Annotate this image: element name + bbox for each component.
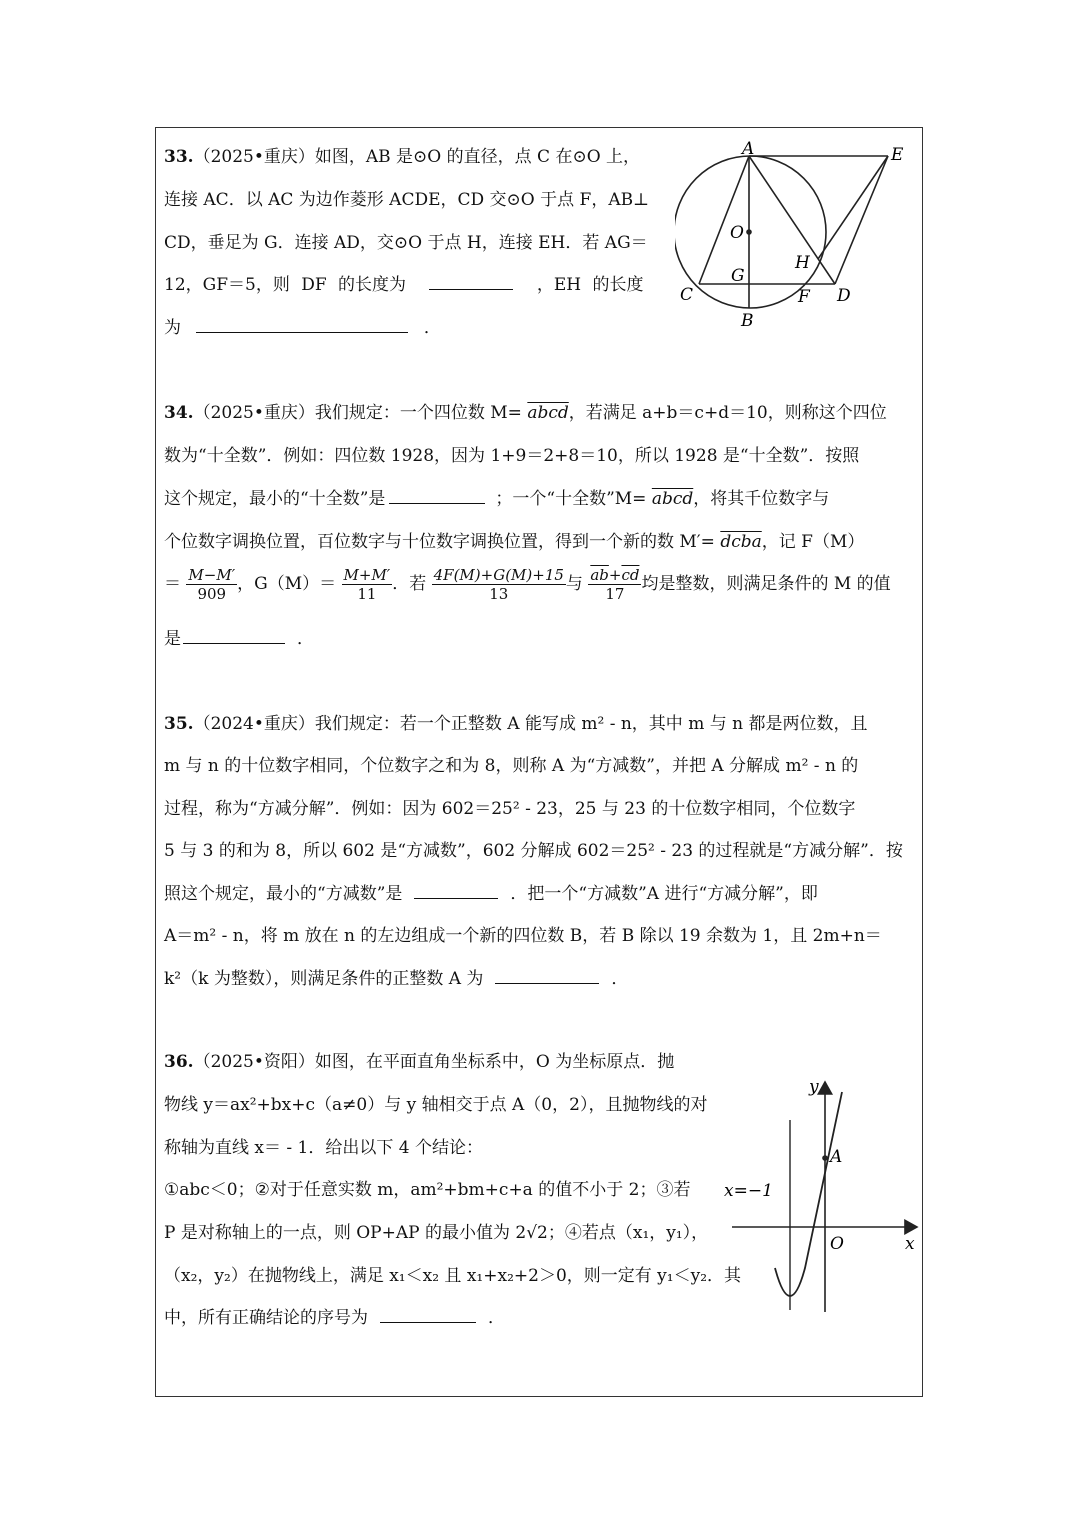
text-line: 中，所有正确结论的序号为 — [164, 1308, 368, 1328]
text-line: 与 — [565, 574, 583, 594]
text-line: ；一个“十全数”M= — [495, 489, 647, 509]
label-E: E — [891, 145, 904, 165]
text-line: 我们规定：一个四位数 M= — [314, 403, 522, 423]
text-line: ，若满足 a+b＝c+d＝10，则称这个四位 — [568, 403, 887, 423]
label-axis-x-minus-1: x=−1 — [724, 1181, 773, 1201]
label-F: F — [798, 287, 810, 307]
text-line: ．把一个“方减数”A 进行“方减分解”，即 — [510, 884, 818, 904]
overline-abcd: abcd — [651, 489, 694, 509]
text-line: ，EH 的长度 — [536, 275, 644, 295]
text-line: 连接 AC．以 AC 为边作菱形 ACDE，CD 交⊙O 于点 F，AB⊥ — [164, 190, 650, 210]
answer-blank-a[interactable] — [495, 965, 599, 984]
text-line: ，将其千位数字与 — [693, 489, 830, 509]
text-line: 是 — [164, 629, 181, 649]
text-line: 称轴为直线 x＝ - 1．给出以下 4 个结论： — [164, 1138, 483, 1158]
text-line: 我们规定：若一个正整数 A 能写成 m² - n，其中 m 与 n 都是两位数，且 — [314, 714, 868, 734]
text-line: ，记 F（M） — [761, 532, 865, 552]
label-A: A — [742, 139, 755, 159]
label-O: O — [730, 223, 744, 243]
text-line: 均是整数，则满足条件的 M 的值 — [641, 574, 891, 594]
problem-source: （2025•重庆） — [193, 147, 315, 167]
text-line: 过程，称为“方减分解”．例如：因为 602＝25² - 23，25 与 23 的十位数字相同，个位数字 — [164, 799, 856, 819]
text-line: ＝ — [164, 574, 181, 594]
label-D: D — [837, 286, 851, 306]
label-A: A — [830, 1147, 843, 1167]
problem-source: （2025•资阳） — [193, 1052, 315, 1072]
overline-abcd: abcd — [527, 403, 569, 423]
answer-blank-min-shiquan[interactable] — [389, 485, 485, 504]
problem-number: 34. — [164, 403, 194, 423]
text-line: m 与 n 的十位数字相同，个位数字之和为 8，则称 A 为“方减数”，并把 A 分解成 m² - n 的 — [164, 756, 859, 776]
text-line: ，G（M）＝ — [237, 574, 337, 594]
answer-blank-conclusions[interactable] — [380, 1304, 476, 1323]
text-line: 5 与 3 的和为 8，所以 602 是“方减数”，602 分解成 602＝25² - 23 的过程就是“方减分解”．按 — [164, 841, 903, 861]
text-line: CD，垂足为 G．连接 AD，交⊙O 于点 H，连接 EH．若 AG＝ — [164, 233, 648, 253]
text-line: 个位数字调换位置，百位数字与十位数字调换位置，得到一个新的数 M′= — [164, 532, 715, 552]
label-y: y — [809, 1077, 819, 1097]
end-mark: ． — [611, 969, 629, 989]
problem-number: 33. — [164, 147, 194, 167]
answer-blank-eh[interactable] — [196, 314, 408, 333]
text-line: A＝m² - n，将 m 放在 n 的左边组成一个新的四位数 B，若 B 除以 19 余数为 1，且 2m+n＝ — [164, 926, 882, 946]
fraction-g: $\frac{M+M'}{11}$ — [343, 566, 391, 603]
text-line: 12，GF＝5，则 DF 的长度为 — [164, 275, 407, 295]
fraction-ab-cd: $\frac{\overline{ab}+\overline{cd}}{17}$ — [590, 566, 640, 603]
overline-dcba: dcba — [720, 532, 762, 552]
text-line: 数为“十全数”．例如：四位数 1928，因为 1+9＝2+8＝10，所以 1928 是“十全数”．按照 — [164, 446, 860, 466]
text-line: 如图，在平面直角坐标系中，O 为坐标原点．抛 — [314, 1052, 675, 1072]
answer-blank-df[interactable] — [429, 271, 513, 290]
label-B: B — [741, 311, 754, 331]
problem-source: （2025•重庆） — [193, 403, 315, 423]
figure-36-parabola — [722, 1072, 922, 1322]
label-H: H — [795, 253, 810, 273]
text-line: （x₂，y₂）在抛物线上，满足 x₁＜x₂ 且 x₁+x₂+2＞0，则一定有 y₁＜y₂．其 — [164, 1266, 742, 1286]
end-mark: ． — [423, 318, 441, 338]
text-line: ．若 — [392, 574, 427, 594]
problem-number: 35. — [164, 714, 194, 734]
problem-number: 36. — [164, 1052, 194, 1072]
label-C: C — [680, 285, 694, 305]
figure-33-circle-rhombus — [675, 138, 915, 333]
label-O: O — [830, 1234, 844, 1254]
answer-blank-min-fangjian[interactable] — [414, 880, 498, 899]
text-line: k²（k 为整数），则满足条件的正整数 A 为 — [164, 969, 484, 989]
label-x: x — [905, 1234, 915, 1254]
fraction-condition: $\frac{4F(M)+G(M)+15}{13}$ — [433, 566, 564, 603]
end-mark: ． — [297, 629, 314, 649]
end-mark: ． — [488, 1308, 505, 1328]
text-line: 这个规定，最小的“十全数”是 — [164, 489, 386, 509]
fraction-f: $\frac{M-M'}{909}$ — [188, 566, 236, 603]
text-line: 照这个规定，最小的“方减数”是 — [164, 884, 403, 904]
text-line: 物线 y＝ax²+bx+c（a≠0）与 y 轴相交于点 A（0，2），且抛物线的对 — [164, 1095, 708, 1115]
text-line: ①abc＜0；②对于任意实数 m，am²+bm+c+a 的值不小于 2；③若 — [164, 1180, 691, 1200]
text-line: P 是对称轴上的一点，则 OP+AP 的最小值为 2√2；④若点（x₁，y₁）， — [164, 1223, 709, 1243]
text-line: 如图，AB 是⊙O 的直径，点 C 在⊙O 上， — [314, 147, 641, 167]
answer-blank-m[interactable] — [183, 625, 285, 644]
text-line: 为 — [164, 318, 181, 338]
label-G: G — [731, 266, 745, 286]
problem-source: （2024•重庆） — [193, 714, 315, 734]
